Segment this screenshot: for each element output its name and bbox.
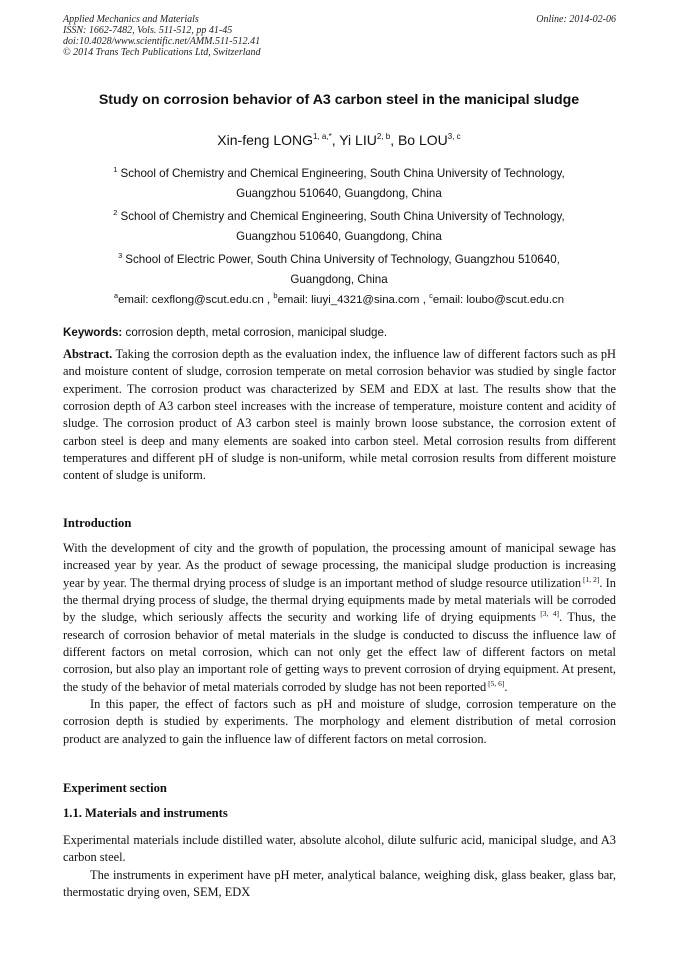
- introduction-paragraph: In this paper, the effect of factors such as pH and moisture of sludge, corrosion temperature on the corrosion depth is studied by experiments. The morphology and element distribution of metal corrosion product are analyzed to gain the influence law of different factors on metal corrosion.: [63, 697, 616, 746]
- affiliation-line: School of Electric Power, South China University of Technology, Guangzhou 510640,: [125, 253, 560, 266]
- email-list: $^a$email: cexflong@scut.edu.cn , $^b$email: liuyi_4321@sina.com , $^c$email: loubo@scut.edu.cn: [113, 291, 565, 306]
- affiliation-line: Guangzhou 510640, Guangdong, China: [236, 230, 442, 243]
- citation: [3, 4]: [535, 609, 559, 619]
- paragraph-text: .: [504, 679, 508, 694]
- author-superscript: 3, c: [447, 132, 461, 141]
- journal-name: Applied Mechanics and Materials: [63, 14, 199, 25]
- email-superscript: b: [273, 291, 278, 300]
- paragraph-text: . In the thermal drying process of sludge, the thermal drying equipments made by metal materials will be corroded by the sludge, which seriously affects the security and working life of drying equipments: [63, 575, 616, 625]
- citation: [5, 6]: [486, 678, 505, 688]
- experiment-paragraph: The instruments in experiment have pH meter, analytical balance, weighing disk, glass beaker, glass bar, thermostatic drying oven, SEM, EDX: [63, 867, 616, 900]
- materials-subheading: 1.1. Materials and instruments: [63, 806, 228, 820]
- author-name: Xin-feng LONG: [217, 132, 314, 148]
- affiliation-line: School of Chemistry and Chemical Engineering, South China University of Technology,: [120, 210, 565, 223]
- abstract-text: Taking the corrosion depth as the evaluation index, the influence law of different factors such as pH and moisture content of sludge, corrosion temperate on metal corrosion behavior was studied by single factor experiment. The corrosion product was characterized by SEM and EDX at last. The results show that the corrosion depth of A3 carbon steel increases with the increase of temperature, moisture content and acidity of sludge. The corrosion product of A3 carbon steel is mainly brown loose substance, the corrosion extent of carbon steel is deep and many elements are soaked into carbon steel. Metal corrosion results from different temperatures and different pH of sludge is non-uniform, while metal corrosion results from different moisture content of sludge is uniform.: [63, 347, 617, 483]
- affiliation-line: Guangzhou 510640, Guangdong, China: [236, 187, 442, 200]
- paragraph-text: . Thus, the research of corrosion behavior of metal materials in the sludge is conducted to discuss the influence law of different factors on metal corrosion, which can not only get the effect law of different factors on metal corrosion, but also play an important role of getting ways to prevent corrosion of drying equipment. At present, the study of the behavior of metal materials corroded by sludge has not been reported: [63, 610, 616, 694]
- journal-issn: ISSN: 1662-7482, Vols. 511-512, pp 41-45: [63, 25, 233, 36]
- author-list: Xin-feng $LONG^{1, a,*}$, Yi LIU$^{2, b}$, Bo LOU$^{3, c}$: [217, 132, 461, 148]
- online-date: Online: 2014-02-06: [536, 14, 616, 25]
- affiliation-line: Guangdong, China: [290, 273, 388, 286]
- affiliation: [80, 164, 598, 204]
- experiment-body: [63, 832, 616, 901]
- keywords-text: corrosion depth, metal corrosion, manicipal sludge.: [125, 326, 388, 339]
- email-superscript: c: [429, 291, 433, 300]
- journal-header: [63, 14, 616, 58]
- email-superscript: a: [113, 291, 119, 300]
- email-address[interactable]: email: liuyi_4321@sina.com: [277, 294, 420, 306]
- author-superscript: 1, a,*: [313, 132, 332, 141]
- author-superscript: 2, b: [376, 132, 391, 141]
- email-address[interactable]: email: loubo@scut.edu.cn: [432, 294, 565, 306]
- affiliation-line: School of Chemistry and Chemical Engineering, South China University of Technology,: [120, 167, 565, 180]
- introduction-body: [63, 540, 616, 748]
- affiliation-number: 1: [113, 165, 118, 174]
- author-name: Bo LOU: [397, 132, 448, 148]
- keywords-label: Keywords:: [63, 326, 123, 339]
- affiliation: [80, 207, 598, 247]
- experiment-heading: Experiment section: [63, 781, 167, 795]
- abstract-label: Abstract.: [63, 347, 113, 361]
- introduction-paragraph: [63, 540, 616, 696]
- affiliation-number: 2: [113, 208, 118, 217]
- citation: [1, 2]: [581, 574, 600, 584]
- email-address[interactable]: email: cexflong@scut.edu.cn: [118, 294, 264, 306]
- journal-doi: doi:10.4028/www.scientific.net/AMM.511-512.41: [63, 36, 261, 47]
- journal-copyright: © 2014 Trans Tech Publications Ltd, Switzerland: [63, 47, 261, 58]
- abstract: [63, 346, 616, 485]
- experiment-paragraph: Experimental materials include distilled water, absolute alcohol, dilute sulfuric acid, manicipal sludge, and A3 carbon steel.: [63, 833, 616, 865]
- paper-title: Study on corrosion behavior of A3 carbon steel in the manicipal sludge: [98, 92, 580, 108]
- affiliation: [80, 250, 598, 290]
- affiliation-number: 3: [118, 251, 123, 260]
- paragraph-text: With the development of city and the growth of population, the processing amount of manicipal sewage has increased year by year. As the product of sewage processing, the manicipal sludge production is increasing year by year. The thermal drying process of sludge is an important method of sludge resource utilization: [63, 541, 616, 590]
- introduction-heading: Introduction: [63, 516, 132, 530]
- author-name: Yi LIU: [339, 132, 377, 148]
- keywords: [63, 326, 623, 339]
